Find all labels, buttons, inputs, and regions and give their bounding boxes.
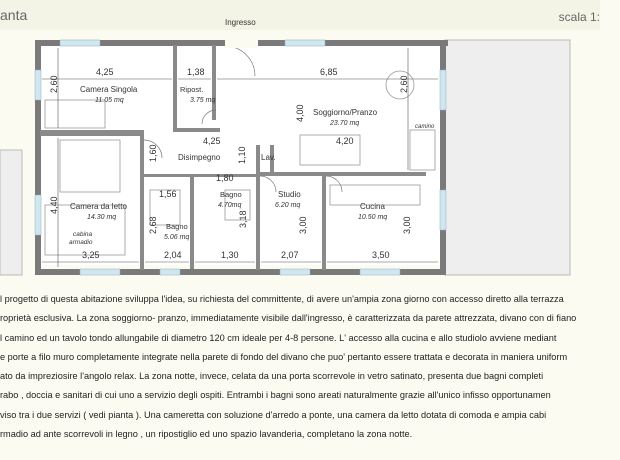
dim-420: 4,20 <box>336 136 354 146</box>
room-name-bagno-2: Bagno <box>166 222 188 231</box>
room-name-cabina-2: armadio <box>69 239 93 246</box>
room-name-cucina: Cucina <box>360 202 385 211</box>
dim-207: 2,07 <box>281 250 299 260</box>
room-name-studio: Studio <box>278 190 301 199</box>
room-name-soggiorno: Soggiorno/Pranzo <box>313 108 378 117</box>
description-text <box>0 290 620 444</box>
dim-440: 4,40 <box>49 196 59 214</box>
description-line: ato da impreziosire l'angolo relax. La zona notte, invece, celata da una porta scorrevole in vetro satinato, presenta due bagni completi <box>0 371 544 382</box>
dim-425-top: 4,25 <box>96 67 114 77</box>
dim-350: 3,50 <box>372 250 390 260</box>
dim-138: 1,38 <box>187 67 205 77</box>
dim-268: 2,68 <box>148 216 158 234</box>
room-area-studio: 6.20 mq <box>275 202 301 209</box>
dim-130: 1,30 <box>221 250 239 260</box>
terrace-left-strip <box>0 150 22 275</box>
room-name-bagno-1: Bagno <box>220 190 242 199</box>
dim-318: 3,18 <box>238 210 248 228</box>
room-name-camino: camino <box>415 124 435 130</box>
page-title: anta <box>0 7 28 23</box>
description-line: rabo , doccia e sanitari di cui uno a servizio degli ospiti. Entrambi i bagni sono areati naturalmente grazie all'unico infisso opportunamen <box>0 390 551 401</box>
dim-110: 1,10 <box>237 146 247 164</box>
description-line: l progetto di questa abitazione sviluppa l'idea, su richiesta del committente, di avere un'ampia zona giorno con accesso diretto alla terrazza <box>0 294 564 304</box>
entrance-label: Ingresso <box>225 18 256 27</box>
terrace <box>445 40 570 275</box>
dim-260-left: 2,60 <box>49 75 59 93</box>
room-name-cabina-1: cabina <box>73 231 93 238</box>
scale-label: scala 1: <box>558 10 600 24</box>
dim-156: 1,56 <box>159 189 177 199</box>
room-area-camera-letto: 14.30 mq <box>87 214 117 221</box>
room-name-disimpegno: Disimpegno <box>178 153 221 162</box>
dim-425-mid: 4,25 <box>203 136 221 146</box>
dim-685: 6,85 <box>320 67 338 77</box>
room-area-bagno-2: 5.06 mq <box>164 234 190 241</box>
description-line: e porte a filo muro completamente integrate nella parete di fondo del divano che puo' pertanto essere trattata e decorata in maniera uniform <box>0 351 568 362</box>
dim-400: 4,00 <box>295 104 305 122</box>
room-name-ripost: Ripost. <box>180 85 204 94</box>
description-line: rmadio ad ante scorrevoli in legno , un ripostiglio ed uno spazio lavanderia, completano la zona notte. <box>0 429 413 440</box>
description-line: viso tra i due servizi ( vedi pianta ). Una cameretta con soluzione d'arredo a ponte, una camera da letto dotata di comoda e ampia cabi <box>0 409 547 420</box>
dim-180: 1,80 <box>216 173 234 183</box>
page-header <box>0 0 600 30</box>
dim-204: 2,04 <box>164 250 182 260</box>
room-area-soggiorno: 23.70 mq <box>330 120 360 127</box>
room-area-camera-singola: 11.05 mq <box>95 97 124 104</box>
room-area-cucina: 10.50 mq <box>358 214 388 221</box>
dim-325: 3,25 <box>82 250 100 260</box>
room-name-camera-letto: Camera da letto <box>70 202 127 211</box>
description-line: l camino ed un tavolo tondo allungabile di diametro 120 cm ideale per 4-8 persone. L' accesso alla cucina e allo studiolo avviene mediant <box>0 332 557 343</box>
room-name-camera-singola: Camera Singola <box>80 85 138 94</box>
dim-300-studio: 3,00 <box>298 216 308 234</box>
room-area-bagno-1: 4.70mq <box>218 202 242 209</box>
room-name-lav: Lav. <box>261 153 276 162</box>
dim-260-right: 2,60 <box>399 75 409 93</box>
room-area-ripost: 3.75 mq <box>190 97 216 104</box>
dim-300-cucina: 3,00 <box>402 216 412 234</box>
floor-plan <box>0 18 600 285</box>
description-line: roprietà esclusiva. La zona soggiorno- pranzo, immediatamente visibile dall'ingresso, è caratterizzata da parete attrezzata, divano con di fiano <box>0 313 577 324</box>
dim-160: 1,60 <box>148 144 158 162</box>
